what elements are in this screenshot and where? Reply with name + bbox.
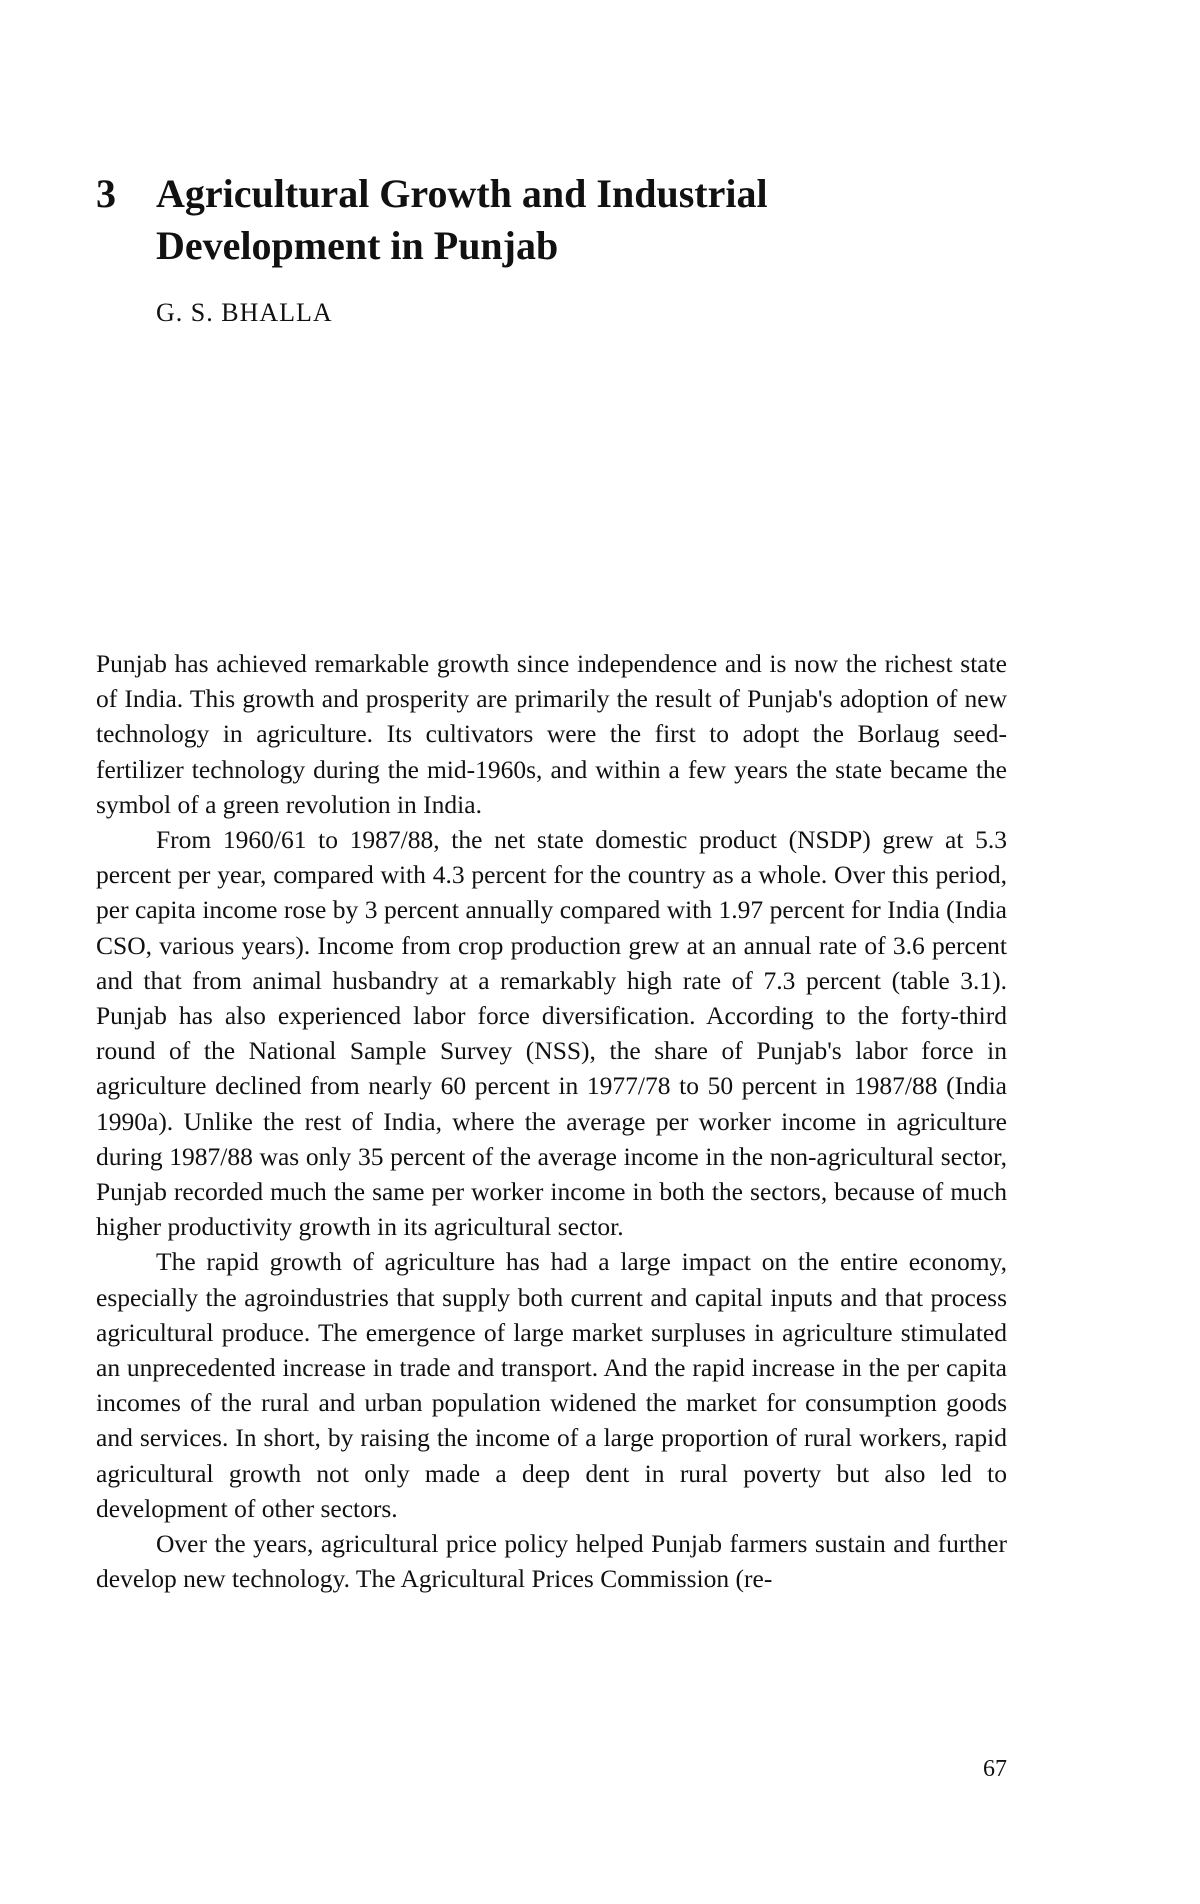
chapter-author: G. S. BHALLA xyxy=(156,298,333,327)
body-text xyxy=(96,646,1007,1596)
paragraph-2: From 1960/61 to 1987/88, the net state domestic product (NSDP) grew at 5.3 percent per year, compared with 4.3 percent for the country as a whole. Over this period, per capita income rose by 3 percent annually compared with 1.97 percent for India (India CSO, various years). Income from crop production grew at an annual rate of 3.6 percent and that from animal husbandry at a remarkably high rate of 7.3 percent (table 3.1). Punjab has also experienced labor force diversification. According to the forty-third round of the National Sample Survey (NSS), the share of Punjab's labor force in agriculture declined from nearly 60 percent in 1977/78 to 50 percent in 1987/88 (India 1990a). Unlike the rest of India, where the average per worker income in agriculture during 1987/88 was only 35 percent of the average income in the non-agricultural sector, Punjab recorded much the same per worker income in both the sectors, because of much higher productivity growth in its agricultural sector. xyxy=(96,825,1007,1242)
paragraph-1: Punjab has achieved remarkable growth since independence and is now the richest state of India. This growth and prosperity are primarily the result of Punjab's adoption of new technology in agriculture. Its cultivators were the first to adopt the Borlaug seed-fertilizer technology during the mid-1960s, and within a few years the state became the symbol of a green revolution in India. xyxy=(96,649,1007,819)
paragraph-3: The rapid growth of agriculture has had a large impact on the entire economy, especially the agroindustries that supply both current and capital inputs and that process agricultural produce. The emergence of large market surpluses in agriculture stimulated an unprecedented increase in trade and transport. And the rapid increase in the per capita incomes of the rural and urban population widened the market for consumption goods and services. In short, by raising the income of a large proportion of rural workers, rapid agricultural growth not only made a deep dent in rural poverty but also led to development of other sectors. xyxy=(96,1247,1007,1523)
chapter-number: 3 xyxy=(96,171,116,216)
chapter-title: Agricultural Growth and Industrial Development in Punjab xyxy=(156,171,768,268)
paragraph-4: Over the years, agricultural price policy helped Punjab farmers sustain and further develop new technology. The Agricultural Prices Commission (re- xyxy=(96,1529,1007,1594)
page-number: 67 xyxy=(983,1756,1007,1782)
